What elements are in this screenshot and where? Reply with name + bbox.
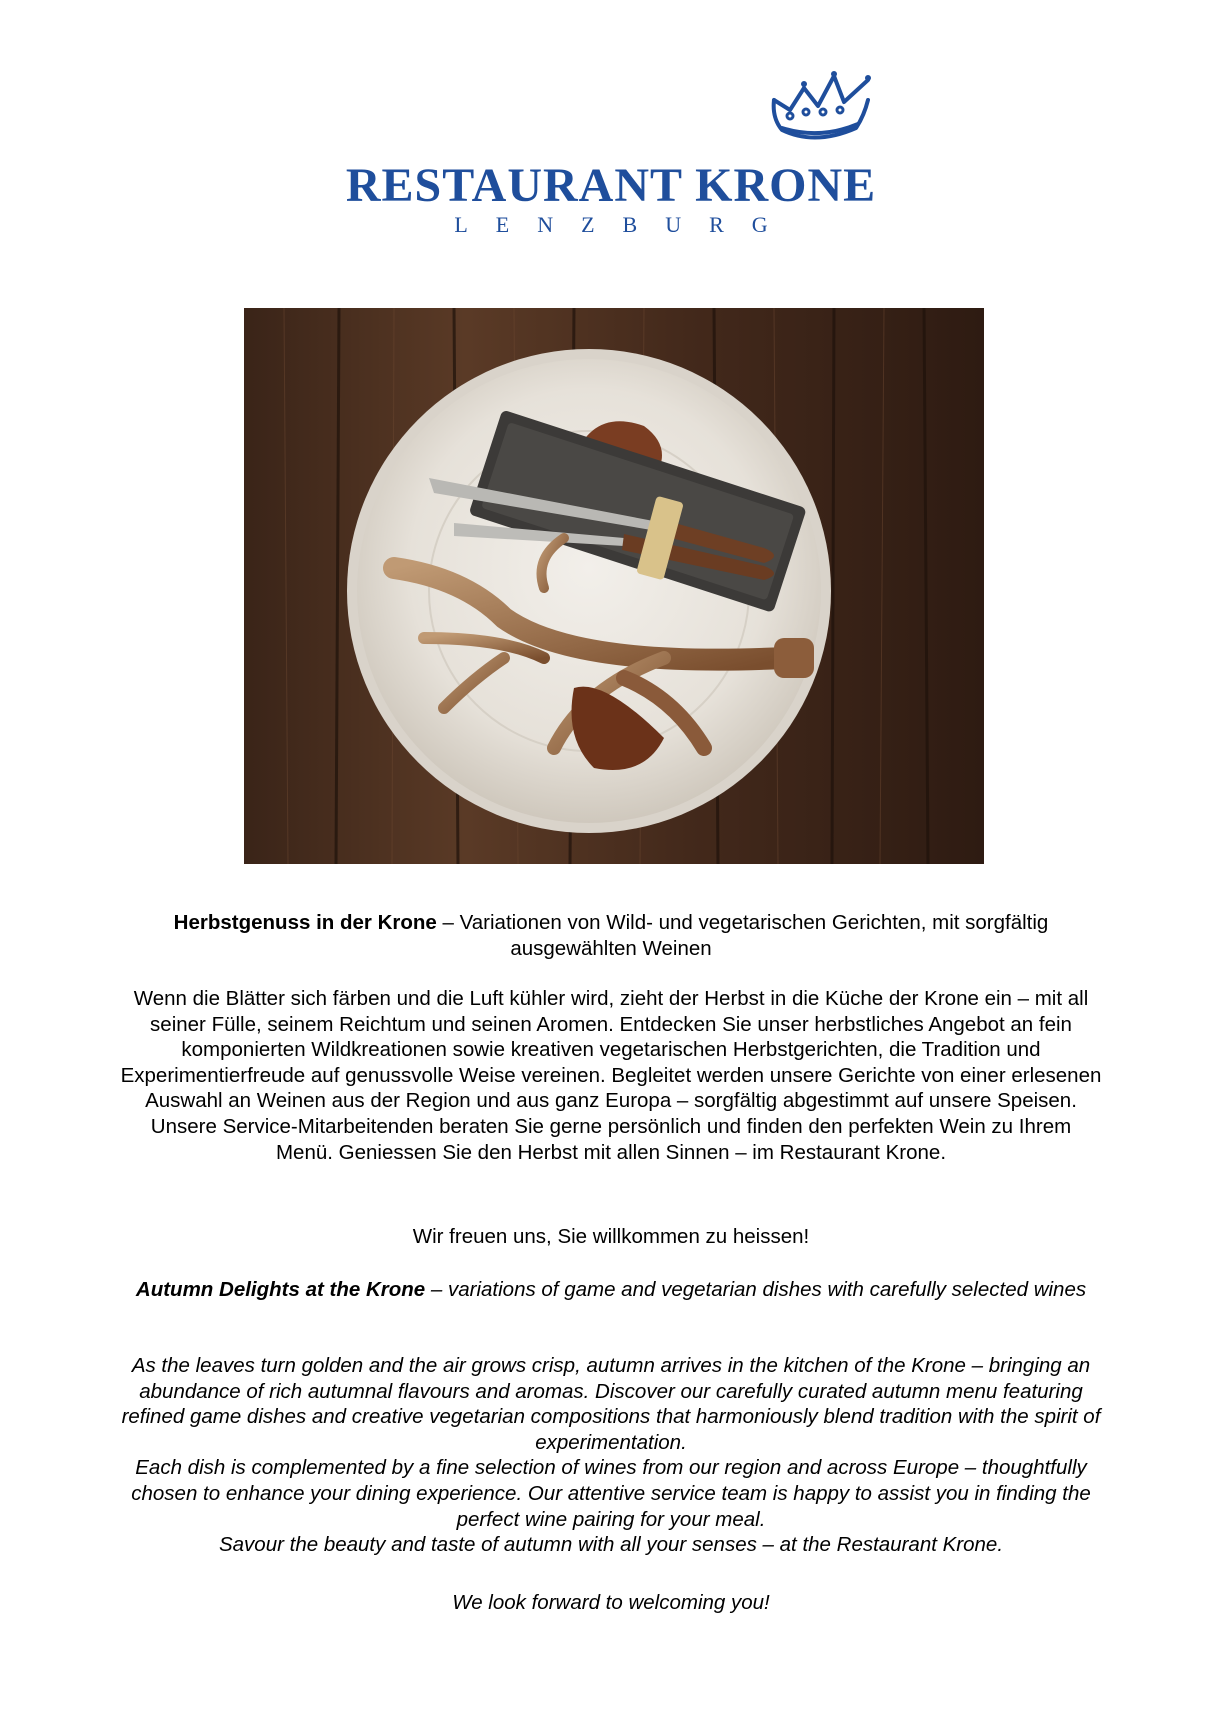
english-heading: Autumn Delights at the Krone	[135, 1278, 426, 1301]
german-welcome: Wir freuen uns, Sie willkommen zu heissen!	[412, 1225, 810, 1248]
english-tagline: – variations of game and vegetarian dishes with carefully selected wines	[425, 1278, 1087, 1301]
german-intro	[120, 910, 1102, 961]
english-body-paragraph: As the leaves turn golden and the air grows crisp, autumn arrives in the kitchen of the Krone – bringing an abundance of rich autumnal flavours and aromas. Discover our carefully curated autumn menu featuring refined game dishes and creative vegetarian compositions that harmoniously blend tradition with the spirit of experimentation.	[121, 1354, 1101, 1454]
english-welcome: We look forward to welcoming you!	[452, 1591, 770, 1614]
english-body	[120, 1353, 1102, 1558]
crown-icon	[760, 70, 880, 150]
autumn-table-photo	[244, 308, 984, 864]
german-heading: Herbstgenuss in der Krone	[173, 911, 437, 934]
english-body-paragraph: Each dish is complemented by a fine selection of wines from our region and across Europe – thoughtfully chosen to enhance your dining experience. Our attentive service team is happy to assist you in finding the perfect wine pairing for your meal.	[131, 1456, 1091, 1531]
brand-subtitle: LENZBURG	[454, 212, 796, 237]
brand-title: RESTAURANT KRONE	[345, 159, 877, 212]
english-body-paragraph: Savour the beauty and taste of autumn with all your senses – at the Restaurant Krone.	[218, 1533, 1004, 1557]
german-tagline: – Variationen von Wild- und vegetarischen Gerichten, mit sorgfältig ausgewählten Weinen	[436, 911, 1049, 960]
restaurant-logo	[0, 70, 1222, 240]
english-intro	[120, 1277, 1102, 1303]
german-body: Wenn die Blätter sich färben und die Luft kühler wird, zieht der Herbst in die Küche der Krone ein – mit all seiner Fülle, seinem Reichtum und seinen Aromen. Entdecken Sie unser herbstliches Angebot an fein komponierten Wildkreationen sowie kreativen vegetarischen Herbstgerichten, die Tradition und Experimentierfreude auf genussvolle Weise vereinen. Begleitet werden unsere Gerichte von einer erlesenen Auswahl an Weinen aus der Region und aus ganz Europa – sorgfältig abgestimmt auf unsere Speisen. Unsere Service-Mitarbeitenden beraten Sie gerne persönlich und finden den perfekten Wein zu Ihrem Menü. Geniessen Sie den Herbst mit allen Sinnen – im Restaurant Krone.	[120, 987, 1102, 1164]
